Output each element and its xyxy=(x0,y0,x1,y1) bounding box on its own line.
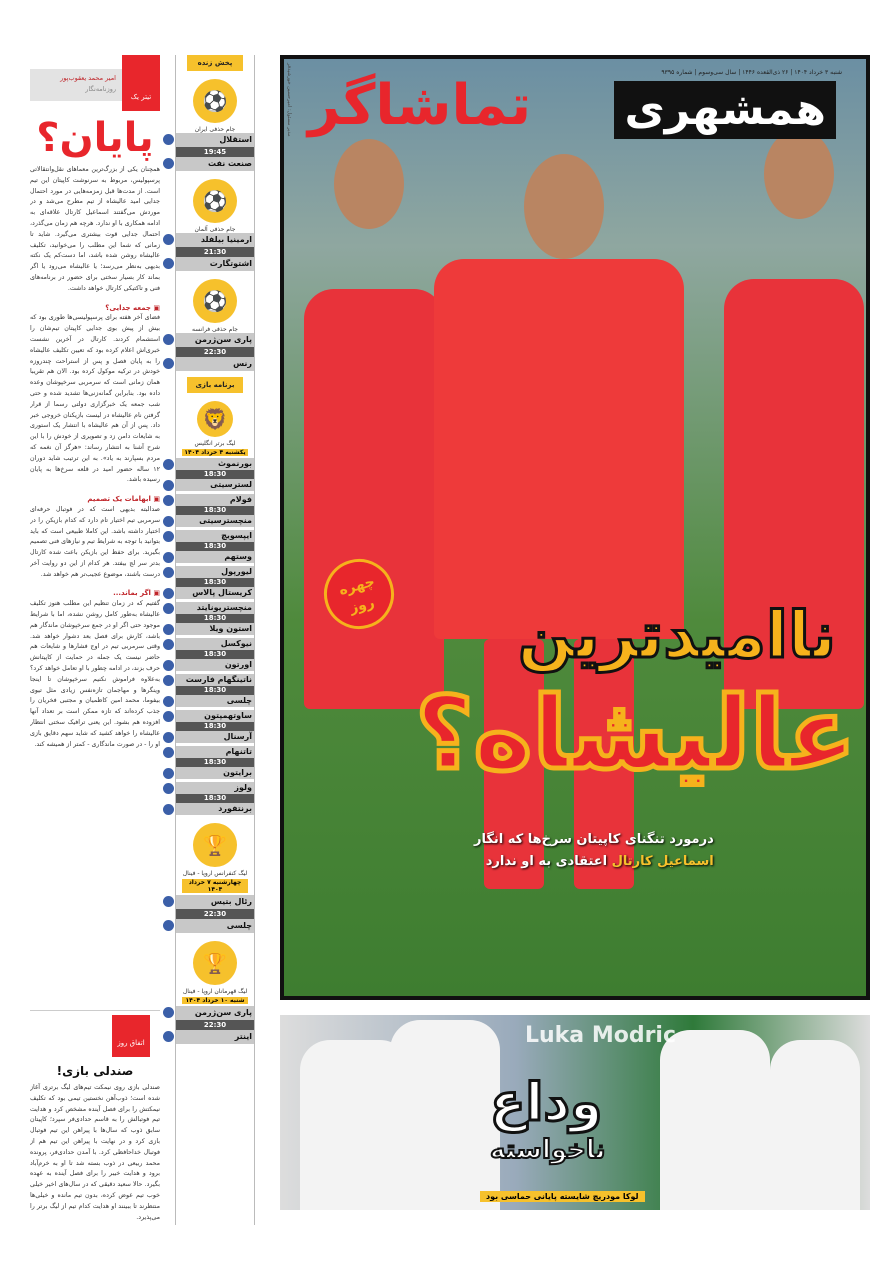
away-team xyxy=(176,623,254,635)
player xyxy=(764,129,834,219)
match xyxy=(176,602,254,635)
kickoff-time: 21:30 xyxy=(176,247,254,257)
player xyxy=(660,1030,770,1210)
home-team xyxy=(176,566,254,578)
team-name: فولام xyxy=(229,495,252,504)
team-logo-icon xyxy=(163,804,174,815)
section-tag: اتفاق روز xyxy=(112,1015,150,1057)
team-logo-icon xyxy=(163,639,174,650)
kickoff-time: 18:30 xyxy=(176,470,254,479)
kickoff-time: 18:30 xyxy=(176,722,254,731)
author-name: امیر محمد یعقوب‌پور xyxy=(60,74,116,82)
match xyxy=(176,746,254,779)
team-logo-icon xyxy=(163,675,174,686)
competition-name: جام حذفی ایران xyxy=(194,126,236,133)
team-name: استقلال xyxy=(219,135,252,144)
feature-dek: لوکا مودریچ شایسته پایانی حماسی بود xyxy=(480,1191,645,1202)
premier-league-fixtures xyxy=(176,401,254,815)
live-fixtures xyxy=(176,79,254,371)
team-logo-icon xyxy=(163,552,174,563)
face-of-day-badge: چهره روز xyxy=(316,551,402,637)
team-name: ارمینیا بیلفلد xyxy=(200,235,252,244)
team-name: صنعت نفت xyxy=(208,159,252,168)
player xyxy=(770,1040,860,1210)
away-team xyxy=(176,479,254,491)
home-team xyxy=(176,1006,254,1020)
team-logo-icon xyxy=(163,660,174,671)
masthead-title: همشهری xyxy=(614,81,836,139)
kickoff-time: 22:30 xyxy=(176,909,254,919)
team-logo-icon xyxy=(163,732,174,743)
team-name: ایپسویچ xyxy=(221,531,252,540)
away-team xyxy=(176,919,254,933)
home-team xyxy=(176,746,254,758)
match xyxy=(176,494,254,527)
match-date: شنبه ۱۰ خرداد ۱۴۰۴ xyxy=(182,997,248,1004)
fixtures-column xyxy=(175,55,255,1225)
away-team xyxy=(176,695,254,707)
team-name: منچسترسیتی xyxy=(199,516,252,525)
away-team xyxy=(176,551,254,563)
competition-logo-icon: ⚽ xyxy=(193,79,237,123)
away-team xyxy=(176,803,254,815)
home-team xyxy=(176,530,254,542)
team-name: وستهم xyxy=(224,552,252,561)
premier-league-logo-icon: 🦁 xyxy=(197,401,233,437)
match xyxy=(176,233,254,271)
team-name: لسترسیتی xyxy=(210,480,252,489)
feature-headline-2: ناخواسته xyxy=(490,1135,606,1165)
team-name: لیورپول xyxy=(221,567,252,576)
final-fixtures xyxy=(176,823,254,1044)
kickoff-time: 18:30 xyxy=(176,794,254,803)
side-note: مدیر مسئول: امیرحسین خورشیدفر xyxy=(286,63,292,137)
trophy-icon: 🏆 xyxy=(193,941,237,985)
team-logo-icon xyxy=(163,258,174,269)
home-team xyxy=(176,458,254,470)
home-team xyxy=(176,233,254,247)
team-name: ناتینگهام فارست xyxy=(185,675,252,684)
team-logo-icon xyxy=(163,1031,174,1042)
away-team xyxy=(176,767,254,779)
competition-name: لیگ قهرمانان اروپا - فینال xyxy=(182,988,248,995)
team-logo-icon xyxy=(163,567,174,578)
match xyxy=(176,782,254,815)
team-logo-icon xyxy=(163,768,174,779)
team-logo-icon xyxy=(163,1007,174,1018)
team-name: پاری سن‌ژرمن xyxy=(194,335,252,344)
kickoff-time: 18:30 xyxy=(176,686,254,695)
competition-logo-icon: ⚽ xyxy=(193,179,237,223)
team-logo-icon xyxy=(163,920,174,931)
team-name: چلسی xyxy=(226,921,252,930)
match xyxy=(176,333,254,371)
schedule-label: برنامه بازی xyxy=(187,377,243,393)
kickoff-time: 18:30 xyxy=(176,650,254,659)
team-logo-icon xyxy=(163,158,174,169)
team-name: منچستریونایتد xyxy=(196,603,252,612)
subhead: ▣ اگر بماند... xyxy=(30,588,160,599)
team-name: پاری سن‌ژرمن xyxy=(194,1008,252,1017)
player xyxy=(524,154,604,259)
team-name: رنس xyxy=(233,359,252,368)
cover-photo xyxy=(280,55,870,1000)
trophy-icon: 🏆 xyxy=(193,823,237,867)
away-team xyxy=(176,731,254,743)
paragraph: گفتیم که در زمان تنظیم این مطلب هنوز تکلیف عالیشاه به‌طور کامل روشن نشده، اما با شرایط موجود حتی اگر او در جمع سرخپوشان ماندگار هم باشد، کارش برای فصل بعد دشوار خواهد شد. وقتی سرمربی تیم در اوج فشارها و شایعات هم حاضر نیست یک جمله در حمایت از کاپیتانش حرف بزند، در ادامه چطور با او تعامل خواهد کرد؟ به‌علاوه فراموش نکنیم سرخپوشان تا اینجا وینگرها و مهاجمان تازه‌نفس زیادی مثل تیوی بیفوما، محمد امین کاظمیان و مجتبی فخریان را جذب کرده‌اند که تازه ممکن است بر تعداد آنها افزوده هم بشود. این یعنی ترافیک سختی انتظار عالیشاه را خواهد کشید که شاید سهم دقایق بازی او را - در صورت ماندگاری - کمتر از همیشه کند. xyxy=(30,600,160,748)
kickoff-time: 18:30 xyxy=(176,506,254,515)
dateline: شنبه ۳ خرداد ۱۴۰۴ | ۲۶ ذی‌القعده ۱۴۴۶ | سال سی‌وسوم | شماره ۹۳۹۵ xyxy=(661,69,842,76)
home-team xyxy=(176,602,254,614)
match xyxy=(176,530,254,563)
team-logo-icon xyxy=(163,603,174,614)
home-team xyxy=(176,782,254,794)
author-box xyxy=(30,69,122,101)
kickoff-time: 19:45 xyxy=(176,147,254,157)
home-team xyxy=(176,710,254,722)
article-body: صندلی بازی روی نیمکت تیم‌های لیگ برتری آغاز شده است؛ ذوب‌آهن نخستین تیمی بود که تکلیف نیمکتش را برای فصل آینده مشخص کرد و هدایت تیم فوتبالش را به قاسم حدادی‌فر سپرد؛ کاپیتان سابق ذوب که سال‌ها با پیراهن این تیم فوتبال بازی کرد و در نهایت با پیراهن این تیم هم از فوتبال خداحافظی کرد. با آمدن حدادی‌فر، پرونده محمد ربیعی در ذوب بسته شد تا او به خرم‌آباد برود و هدایت خیبر را برای فصل آینده به عهده بگیرد. حالا سعید دقیقی که در سال‌های اخیر خیلی خوب تیم عوض کرده، بدون تیم مانده و خیلی‌ها منتظرند تا ببینند او هدایت کدام تیم از لیگ برتر را می‌پذیرد. xyxy=(30,1084,160,1221)
team-name: برنتفورد xyxy=(218,804,252,813)
team-logo-icon xyxy=(163,495,174,506)
player xyxy=(334,139,404,229)
author-role: روزنامه‌نگار xyxy=(85,85,116,93)
section-tag: تیتر یک xyxy=(122,55,160,111)
competition-name: لیگ برتر انگلیس xyxy=(194,440,236,447)
home-team xyxy=(176,674,254,686)
match xyxy=(176,458,254,491)
team-name: برایتون xyxy=(223,768,252,777)
team-name: بورنموث xyxy=(217,459,252,468)
kickoff-time: 18:30 xyxy=(176,542,254,551)
team-logo-icon xyxy=(163,783,174,794)
player xyxy=(434,259,684,639)
kickoff-time: 22:30 xyxy=(176,347,254,357)
competition-name: جام حذفی فرانسه xyxy=(192,326,238,333)
competition-logo-icon: ⚽ xyxy=(193,279,237,323)
team-name: ساوتهمپتون xyxy=(204,711,252,720)
team-name: اینتر xyxy=(234,1032,252,1041)
team-logo-icon xyxy=(163,459,174,470)
team-logo-icon xyxy=(163,516,174,527)
divider xyxy=(30,1010,160,1011)
team-name: استون ویلا xyxy=(209,624,252,633)
away-team xyxy=(176,1030,254,1044)
match xyxy=(176,710,254,743)
subhead: ▣ ابهامات یک تصمیم xyxy=(30,494,160,505)
headline-dek xyxy=(474,829,714,873)
away-team xyxy=(176,357,254,371)
player xyxy=(304,289,444,709)
match xyxy=(176,638,254,671)
article-headline: پایان؟ xyxy=(36,115,154,161)
kickoff-time: 18:30 xyxy=(176,758,254,767)
team-name: کریستال پالاس xyxy=(192,588,252,597)
feature-headline-1: وداع xyxy=(490,1073,603,1133)
team-logo-icon xyxy=(163,624,174,635)
article-intro: همچنان یکی از بزرگ‌ترین معماهای نقل‌وانتقالاتی پرسپولیس، مربوط به سرنوشت کاپیتان این تیم است. از مدت‌ها قبل زمزمه‌هایی در مورد احتمال جدایی امید عالیشاه از تیم مطرح می‌شد و در موردش می‌گفتند اسماعیل کارتال علاقه‌ای به ادامه همکاری با او ندارد. هرچه هم زمان می‌گذرد، احتمال جدایی قوت بیشتری می‌گیرد. شاید تا زمانی که شما این مطلب را می‌خوانید، تکلیف عالیشاه روشن شده باشد، اما دست‌کم یک نکته بدیهی به‌نظر می‌رسد؛ یا عالیشاه می‌رود یا اگر بماند کار بسیار سختی برای حضور در برنامه‌های فنی و تاکتیکی کارتال خواهد داشت. xyxy=(30,166,160,292)
overlay-name: Luka Modric xyxy=(525,1023,677,1048)
team-logo-icon xyxy=(163,531,174,542)
match-date: چهارشنبه ۷ خرداد ۱۴۰۴ xyxy=(182,879,248,893)
away-team xyxy=(176,515,254,527)
kickoff-time: 18:30 xyxy=(176,578,254,587)
team-name: ولوز xyxy=(234,783,252,792)
dek-line: درمورد تنگنای کاپیتان سرخ‌ها که انگار xyxy=(474,832,714,847)
kickoff-time: 22:30 xyxy=(176,1020,254,1030)
paragraph: صدالبته بدیهی است که در فوتبال حرفه‌ای سرمربی تیم اختیار تام دارد که کدام بازیکن را در اختیار داشته باشد. این کاملا طبیعی است که باید بتوانید با توجه به شرایط تیم و نیازهای فنی تصمیم بگیرید. برای حفظ این بازیکن باعث شده کارتال بدتر سر لج بیفتد. هر کدام از این دو روایت آخر درست باشند، موضوع عجیب‌تر هم خواهد شد. xyxy=(30,505,160,578)
home-team xyxy=(176,638,254,650)
team-name: اورتون xyxy=(224,660,252,669)
team-logo-icon xyxy=(163,747,174,758)
match xyxy=(176,566,254,599)
team-logo-icon xyxy=(163,234,174,245)
team-name: آرسنال xyxy=(223,732,252,741)
away-team xyxy=(176,157,254,171)
live-label: پخش زنده xyxy=(187,55,243,71)
away-team xyxy=(176,587,254,599)
subhead: ▣ جمعه جدایی؟ xyxy=(30,303,160,314)
left-column xyxy=(30,55,160,1225)
team-name: نیوکسل xyxy=(220,639,252,648)
team-name: تاتنهام xyxy=(225,747,252,756)
team-name: چلسی xyxy=(226,696,252,705)
competition-name: جام حذفی آلمان xyxy=(194,226,236,233)
match xyxy=(176,674,254,707)
home-team xyxy=(176,895,254,909)
headline-line2: عالیشاه؟ xyxy=(415,675,856,792)
team-name: اشتوتگارت xyxy=(209,259,252,268)
team-logo-icon xyxy=(163,896,174,907)
paragraph: فضای آخر هفته برای پرسپولیسی‌ها طوری بود که بیش از پیش بوی جدایی کاپیتان تیم‌شان را استشمام کردند. کارتال در آخرین نشست خبری‌اش اعلام کرده بود که تعیین تکلیف عالیشاه را به پایان فصل و پس از استراحت چندروزه خودش در ترکیه موکول کرده بود. الان هم تقریبا همان زمانی است که سرمربی سرخپوشان وعده داده بود. بنابراین گمانه‌زنی‌ها تشدید شده و حتی شب جمعه یک خبرگزاری دولتی رسما از قرار گرفتن نام عالیشاه در لیست بازیکنان خروجی خبر داد. پس از آن هم عالیشاه با انتشار یک استوری به شایعات دامن زد و تصویری از خودش را با این شرح آشنا به انتشار رساند: «هرگز آن نغمه که مردم بسپارند به یاد». به این ترتیب شاید دوران ۱۲ ساله حضور امید در قلعه سرخ‌ها به پایان رسیده باشد. xyxy=(30,314,160,484)
away-team xyxy=(176,659,254,671)
match-date: یکشنبه ۴ خرداد ۱۴۰۴ xyxy=(182,449,248,456)
feature-photo xyxy=(280,1015,870,1210)
headline-line1: ناامیدترین xyxy=(517,599,836,673)
dek-line xyxy=(474,851,714,873)
team-logo-icon xyxy=(163,588,174,599)
team-name: رئال بتیس xyxy=(210,897,252,906)
away-team xyxy=(176,257,254,271)
article-headline: صندلی بازی! xyxy=(56,1064,134,1078)
team-logo-icon xyxy=(163,358,174,369)
team-logo-icon xyxy=(163,334,174,345)
home-team xyxy=(176,494,254,506)
dek-highlight: اسماعیل کارتال xyxy=(611,854,714,869)
dek-text: اعتقادی به او ندارد xyxy=(485,854,608,869)
masthead-subtitle: تماشاگر xyxy=(308,73,532,138)
kickoff-time: 18:30 xyxy=(176,614,254,623)
competition-name: لیگ کنفرانس اروپا - فینال xyxy=(182,870,248,877)
home-team xyxy=(176,133,254,147)
match xyxy=(176,895,254,933)
article-body xyxy=(30,165,160,1015)
player xyxy=(390,1020,500,1210)
match xyxy=(176,1006,254,1044)
match xyxy=(176,133,254,171)
home-team xyxy=(176,333,254,347)
team-logo-icon xyxy=(163,480,174,491)
team-logo-icon xyxy=(163,711,174,722)
team-logo-icon xyxy=(163,696,174,707)
team-logo-icon xyxy=(163,134,174,145)
